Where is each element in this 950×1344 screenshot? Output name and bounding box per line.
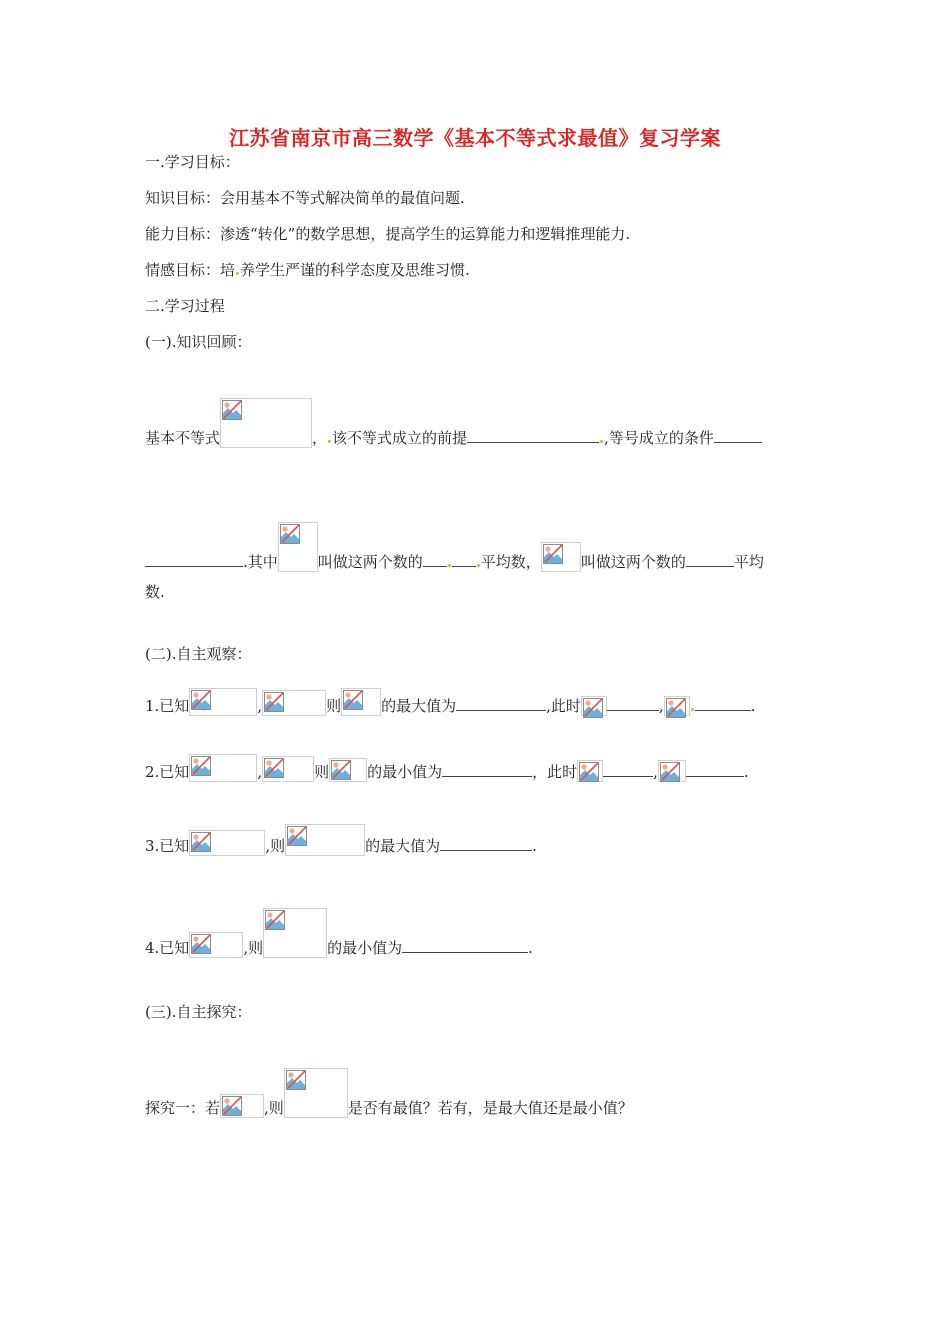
review-text: ， (312, 429, 328, 447)
question-2 (145, 754, 749, 782)
broken-image-icon (222, 400, 242, 420)
review-text: 平均 (733, 553, 764, 571)
formula-image (329, 758, 367, 782)
answer-blank[interactable] (456, 696, 546, 711)
question-text: 2.已知 (145, 763, 190, 781)
exploration-text: ,则 (264, 1099, 284, 1117)
broken-image-icon (264, 758, 284, 778)
exploration-text: 探究一：若 (145, 1099, 221, 1117)
review-text: 基本不等式 (145, 429, 221, 447)
broken-image-icon (583, 698, 603, 718)
review-line-2 (145, 522, 764, 572)
answer-blank[interactable] (402, 938, 528, 953)
broken-image-icon (331, 760, 351, 780)
answer-blank[interactable] (603, 762, 653, 777)
formula-image (189, 932, 243, 958)
question-text: 的最大值为 (381, 697, 457, 715)
section-heading-process: 二.学习过程 (145, 297, 225, 315)
broken-image-icon (343, 690, 363, 710)
question-text: , (653, 763, 658, 781)
answer-blank[interactable] (607, 696, 659, 711)
broken-image-icon (287, 826, 307, 846)
review-text: ,等号成立的条件 (604, 429, 714, 447)
broken-image-icon (280, 524, 300, 544)
formula-image (285, 824, 365, 856)
broken-image-icon (666, 698, 686, 718)
question-text: 的最大值为 (365, 837, 441, 855)
answer-blank[interactable] (686, 552, 734, 567)
review-line-3: 数. (145, 583, 165, 601)
broken-image-icon (191, 690, 211, 710)
review-text: 叫做这两个数的 (580, 553, 686, 571)
question-text: . (532, 837, 537, 855)
exploration-text: 是否有最值？若有，是最大值还是最小值？ (347, 1099, 633, 1117)
review-text: .其中 (243, 553, 278, 571)
formula-image (284, 1068, 348, 1118)
question-text: , (257, 697, 263, 715)
formula-image (262, 756, 314, 782)
question-text: 1.已知 (145, 697, 190, 715)
question-text: . (743, 763, 749, 781)
emotion-goal (145, 260, 470, 280)
question-text: , (658, 697, 664, 715)
question-text: 的最小值为 (367, 763, 443, 781)
answer-blank[interactable] (714, 428, 762, 443)
question-1 (145, 688, 755, 716)
answer-blank[interactable] (423, 552, 447, 567)
emotion-goal-part2: 养学生严谨的科学态度及思维习惯. (240, 261, 470, 279)
answer-blank[interactable] (467, 428, 599, 443)
answer-blank[interactable] (452, 552, 476, 567)
section-heading-goals: 一.学习目标： (145, 153, 240, 171)
question-text: ,则 (265, 837, 286, 855)
answer-blank[interactable] (440, 836, 532, 851)
page-title: 江苏省南京市高三数学《基本不等式求最值》复习学案 (229, 126, 721, 150)
exploration-1 (145, 1068, 633, 1118)
question-3 (145, 824, 537, 856)
question-text: 则 (326, 697, 342, 715)
question-text: 的最小值为 (327, 939, 403, 957)
review-heading: (一).知识回顾： (145, 333, 252, 351)
question-text: , (257, 763, 263, 781)
question-text: ,则 (243, 939, 264, 957)
broken-image-icon (660, 762, 680, 782)
broken-image-icon (264, 692, 284, 712)
formula-image (577, 760, 603, 782)
question-4 (145, 908, 533, 958)
formula-image (189, 830, 265, 856)
formula-image (278, 522, 318, 572)
answer-blank[interactable] (442, 762, 532, 777)
broken-image-icon (265, 910, 285, 930)
marker-dot (328, 440, 331, 443)
formula-image (263, 908, 327, 958)
review-text: 平均数， (480, 553, 541, 571)
knowledge-goal: 知识目标：会用基本不等式解决简单的最值问题. (145, 189, 465, 207)
explore-heading: (三).自主探究： (145, 1003, 252, 1021)
question-text: . (528, 939, 533, 957)
question-text: 4.已知 (145, 939, 190, 957)
formula-image (220, 1094, 264, 1118)
broken-image-icon (191, 934, 211, 954)
answer-blank[interactable] (695, 696, 751, 711)
question-text: . (750, 697, 756, 715)
answer-blank[interactable] (686, 762, 744, 777)
formula-image (341, 688, 381, 716)
marker-dot (448, 564, 451, 567)
review-line-1 (145, 398, 762, 448)
formula-image (658, 760, 686, 782)
formula-image (220, 398, 312, 448)
review-text: 叫做这两个数的 (317, 553, 423, 571)
formula-image (581, 696, 607, 716)
answer-blank[interactable] (145, 552, 243, 567)
broken-image-icon (222, 1096, 242, 1116)
formula-image (189, 688, 257, 716)
question-text: ，此时 (532, 763, 578, 781)
marker-dot (236, 272, 239, 275)
broken-image-icon (286, 1070, 306, 1090)
review-text: 该不等式成立的前提 (332, 429, 468, 447)
broken-image-icon (579, 762, 599, 782)
marker-dot (600, 440, 603, 443)
broken-image-icon (191, 832, 211, 852)
emotion-goal-part1: 情感目标：培 (145, 261, 236, 279)
question-text: 则 (314, 763, 330, 781)
observe-heading: (二).自主观察： (145, 645, 252, 663)
formula-image (189, 754, 257, 782)
question-text: 3.已知 (145, 837, 190, 855)
marker-dot (691, 708, 694, 711)
broken-image-icon (191, 756, 211, 776)
marker-dot (477, 564, 480, 567)
broken-image-icon (543, 544, 563, 564)
formula-image (262, 690, 326, 716)
formula-image (541, 542, 581, 572)
ability-goal: 能力目标：渗透“转化”的数学思想，提高学生的运算能力和逻辑推理能力. (145, 225, 631, 243)
formula-image (664, 696, 690, 716)
question-text: ,此时 (546, 697, 581, 715)
